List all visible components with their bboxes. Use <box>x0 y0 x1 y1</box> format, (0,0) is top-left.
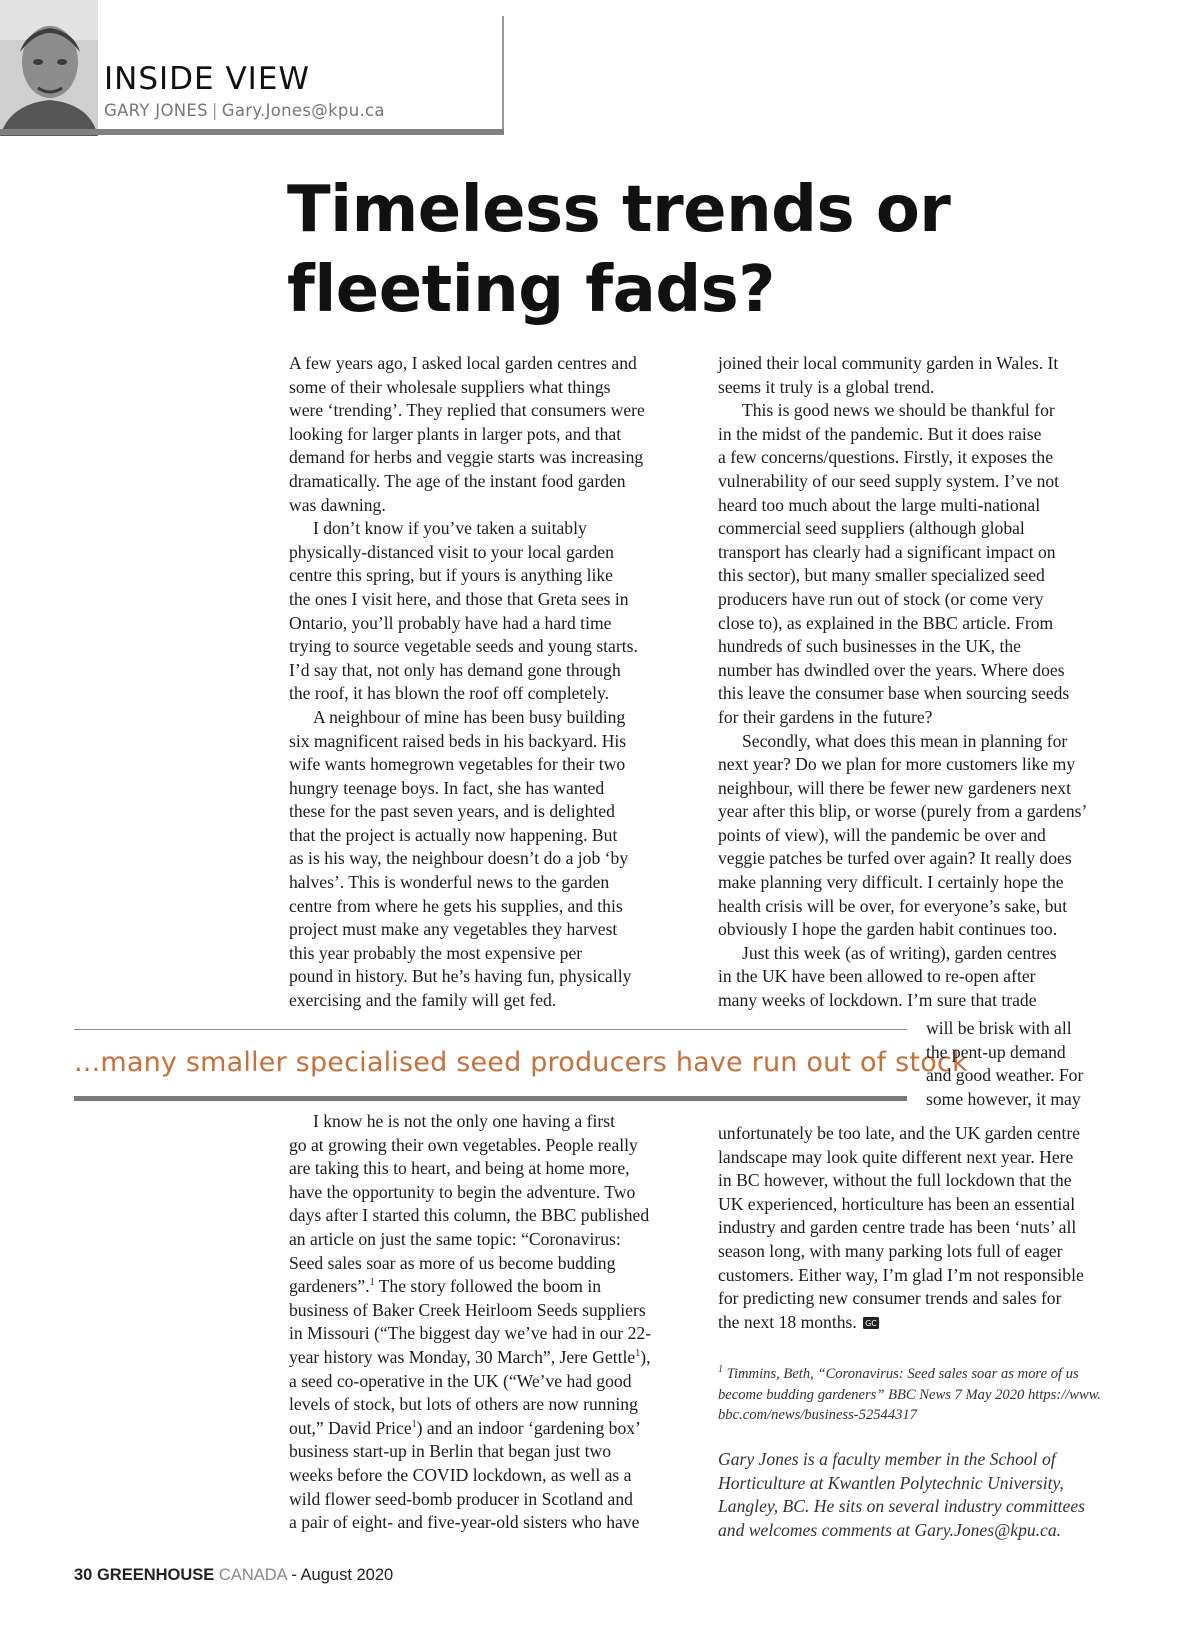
text-line: I know he is not the only one having a first <box>313 1111 615 1131</box>
text-line: pound in history. But he’s having fun, physically <box>289 966 632 987</box>
text-line: hungry teenage boys. In fact, she has wanted <box>289 777 605 798</box>
text-line: in the midst of the pandemic. But it does raise <box>718 423 1042 444</box>
text-line: the ones I visit here, and those that Greta sees in <box>289 588 629 609</box>
text-line: days after I started this column, the BBC published <box>289 1205 650 1226</box>
text-line: a pair of eight- and five-year-old sisters who have <box>289 1512 640 1533</box>
text-line: were ‘trending’. They replied that consumers were <box>289 400 645 421</box>
issue-date: - August 2020 <box>291 1566 394 1584</box>
text-line: this year probably the most expensive per <box>289 942 583 963</box>
text-line: seems it truly is a global trend. <box>718 376 935 397</box>
text-line: these for the past seven years, and is delighted <box>289 801 615 822</box>
text-line: business of Baker Creek Heirloom Seeds suppliers <box>289 1299 646 1320</box>
text-line: obviously I hope the garden habit continues too. <box>718 919 1058 940</box>
text-line: close to), as explained in the BBC article. From <box>718 612 1054 633</box>
text-line: business start-up in Berlin that began just two <box>289 1441 612 1462</box>
text-line: health crisis will be over, for everyone’s sake, but <box>718 895 1068 916</box>
text-line: A few years ago, I asked local garden centres and <box>289 353 637 373</box>
text-line: are taking this to heart, and being at home more, <box>289 1158 630 1179</box>
footnote-ref[interactable]: 1 <box>411 1418 417 1430</box>
text-line: UK experienced, horticulture has been an essential <box>718 1193 1076 1214</box>
text-line: points of view), will the pandemic be over and <box>718 824 1046 845</box>
text-line: A neighbour of mine has been busy building <box>313 706 626 727</box>
section-title: INSIDE VIEW <box>104 61 311 97</box>
text-line: exercising and the family will get fed. <box>289 990 557 1011</box>
column-1-top <box>289 352 699 1013</box>
text-line: physically-distanced visit to your local garden <box>289 541 614 562</box>
text-line: producers have run out of stock (or come very <box>718 588 1044 609</box>
text-line: was dawning. <box>289 494 386 515</box>
text-line: heard too much about the large multi-national <box>718 494 1041 515</box>
text-line: that the project is actually now happening. But <box>289 824 618 845</box>
column-2-top <box>718 352 1128 1013</box>
text-line: an article on just the same topic: “Coronavirus: <box>289 1228 621 1249</box>
text-line: for predicting new consumer trends and sales for <box>718 1288 1062 1309</box>
article-headline <box>287 170 987 330</box>
text-line: commercial seed suppliers (although global <box>718 518 1025 539</box>
text-line: for their gardens in the future? <box>718 706 933 727</box>
text-line: neighbour, will there be fewer new gardeners next <box>718 777 1071 798</box>
text-line: next year? Do we plan for more customers like my <box>718 754 1076 775</box>
footnote-marker: 1 <box>718 1364 723 1376</box>
text-line: hundreds of such businesses in the UK, the <box>718 636 1021 657</box>
column-2-narrow <box>926 1017 1126 1111</box>
column-1-bottom <box>289 1110 699 1535</box>
text-line: Ontario, you’ll probably have had a hard time <box>289 612 612 633</box>
text-fragment: out,” David Price <box>289 1417 412 1438</box>
column-header <box>0 0 505 136</box>
text-line: this leave the consumer base when sourcing seeds <box>718 683 1070 704</box>
headline-line: fleeting fads? <box>287 253 775 327</box>
text-line: Seed sales soar as more of us become budding <box>289 1252 616 1273</box>
text-line: go at growing their own vegetables. People really <box>289 1134 638 1155</box>
text-line: transport has clearly had a significant impact on <box>718 541 1056 562</box>
author-email[interactable]: Gary.Jones@kpu.ca <box>221 101 385 120</box>
text-line: halves’. This is wonderful news to the garden <box>289 872 610 893</box>
text-line: weeks before the COVID lockdown, as well as a <box>289 1464 632 1485</box>
text-line: the pent-up demand <box>926 1041 1066 1062</box>
text-line: centre this spring, but if yours is anything like <box>289 565 613 586</box>
headline-line: Timeless trends or <box>287 173 951 247</box>
text-line: centre from where he gets his supplies, and this <box>289 895 623 916</box>
text-line: make planning very difficult. I certainly hope the <box>718 872 1064 893</box>
author-name: GARY JONES <box>104 101 208 120</box>
pullquote-top-rule <box>74 1029 907 1030</box>
bio-line: Langley, BC. He sits on several industry committees <box>718 1496 1085 1517</box>
text-line: unfortunately be too late, and the UK garden centre <box>718 1123 1080 1143</box>
text-line: looking for larger plants in larger pots, and that <box>289 423 622 444</box>
bio-line: and welcomes comments at Gary.Jones@kpu.ca. <box>718 1519 1062 1540</box>
pullquote-bottom-rule <box>74 1096 907 1101</box>
text-line: Secondly, what does this mean in planning for <box>742 730 1068 751</box>
text-line: veggie patches be turfed over again? It really does <box>718 848 1072 869</box>
text-line <box>718 1311 1128 1335</box>
footnote-ref[interactable]: 1 <box>635 1348 641 1360</box>
header-vertical-rule <box>502 16 504 134</box>
text-line: some of their wholesale suppliers what things <box>289 376 611 397</box>
end-mark-icon <box>863 1317 879 1329</box>
text-line: six magnificent raised beds in his backyard. His <box>289 730 627 751</box>
text-fragment: The story followed the boom in <box>374 1276 602 1297</box>
pull-quote: ...many smaller specialised seed producers have run out of stock <box>74 1047 968 1078</box>
byline-separator: | <box>211 101 218 120</box>
text-line: project must make any vegetables they harvest <box>289 919 618 940</box>
text-line <box>289 1275 699 1299</box>
magazine-name: GREENHOUSE <box>96 1566 215 1584</box>
column-2-bottom <box>718 1122 1128 1334</box>
text-line: will be brisk with all <box>926 1018 1072 1038</box>
header-horizontal-rule <box>0 129 504 135</box>
author-bio <box>718 1448 1138 1542</box>
text-fragment: ) and an indoor ‘gardening box’ <box>416 1417 641 1438</box>
page-number: 30 <box>74 1566 93 1584</box>
text-line: this sector), but many smaller specialized seed <box>718 565 1045 586</box>
text-line: in the UK have been allowed to re-open after <box>718 966 1036 987</box>
text-fragment: the next 18 months. <box>718 1311 857 1332</box>
bio-line: Gary Jones is a faculty member in the School of <box>718 1449 1056 1469</box>
svg-text:GC: GC <box>864 1318 877 1328</box>
text-line: industry and garden centre trade has been ‘nuts’ all <box>718 1217 1077 1238</box>
text-line: joined their local community garden in Wales. It <box>718 353 1059 373</box>
text-line: a few concerns/questions. Firstly, it exposes the <box>718 447 1054 468</box>
footnote-line: become budding gardeners” BBC News 7 May 2020 https://www. <box>718 1386 1102 1403</box>
text-line: year after this blip, or worse (purely from a gardens’ <box>718 801 1088 822</box>
text-line: Just this week (as of writing), garden centres <box>742 942 1057 963</box>
text-line: as is his way, the neighbour doesn’t do a job ‘by <box>289 848 629 869</box>
magazine-name-suffix: CANADA <box>218 1566 287 1584</box>
author-photo <box>0 0 98 136</box>
page-footer <box>74 1566 393 1585</box>
text-line: demand for herbs and veggie starts was increasing <box>289 447 644 468</box>
text-line <box>289 1346 699 1370</box>
text-line: customers. Either way, I’m glad I’m not responsible <box>718 1264 1084 1285</box>
footnote-line[interactable]: bbc.com/news/business-52544317 <box>718 1407 918 1423</box>
footnote-ref[interactable]: 1 <box>369 1277 375 1289</box>
text-line: a seed co-operative in the UK (“We’ve had good <box>289 1370 632 1391</box>
text-line: trying to source vegetable seeds and young starts. <box>289 636 638 657</box>
text-line: the roof, it has blown the roof off completely. <box>289 683 610 704</box>
text-line: I’d say that, not only has demand gone through <box>289 659 621 680</box>
text-line: have the opportunity to begin the adventure. Two <box>289 1181 636 1202</box>
text-line: number has dwindled over the years. Where does <box>718 659 1065 680</box>
text-line <box>289 1417 699 1441</box>
text-fragment: gardeners”. <box>289 1276 370 1297</box>
text-line: season long, with many parking lots full of eager <box>718 1240 1063 1261</box>
text-line: This is good news we should be thankful for <box>742 400 1055 421</box>
bio-line: Horticulture at Kwantlen Polytechnic University, <box>718 1472 1064 1493</box>
text-line: many weeks of lockdown. I’m sure that trade <box>718 990 1037 1011</box>
text-fragment: ), <box>640 1346 651 1367</box>
text-line: and good weather. For <box>926 1065 1084 1086</box>
footnote-line <box>718 1364 1138 1385</box>
text-fragment: Timmins, Beth, “Coronavirus: Seed sales soar as more of us <box>723 1366 1079 1382</box>
text-line: some however, it may <box>926 1088 1081 1109</box>
text-line: in BC however, without the full lockdown that the <box>718 1170 1072 1191</box>
text-line: vulnerability of our seed supply system. I’ve not <box>718 470 1060 491</box>
text-line: in Missouri (“The biggest day we’ve had in our 22- <box>289 1323 652 1344</box>
text-line: I don’t know if you’ve taken a suitably <box>313 518 587 539</box>
text-line: wild flower seed-bomb producer in Scotland and <box>289 1488 633 1509</box>
text-line: wife wants homegrown vegetables for their two <box>289 754 626 775</box>
text-line: landscape may look quite different next year. Here <box>718 1146 1074 1167</box>
text-line: dramatically. The age of the instant food garden <box>289 470 626 491</box>
byline <box>104 101 385 120</box>
text-fragment: year history was Monday, 30 March”, Jere Gettle <box>289 1346 636 1367</box>
footnote <box>718 1364 1138 1426</box>
text-line: levels of stock, but lots of others are now running <box>289 1394 638 1415</box>
